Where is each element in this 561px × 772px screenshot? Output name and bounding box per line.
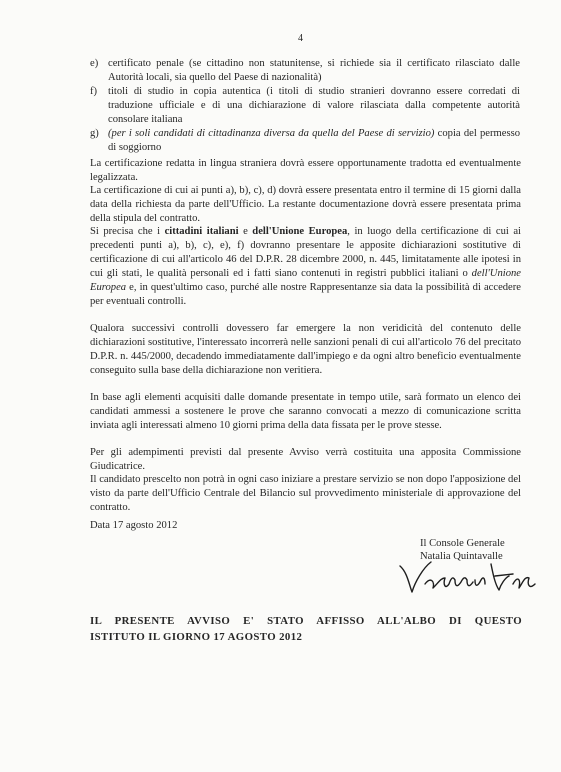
notice-line-2: ISTITUTO IL GIORNO 17 AGOSTO 2012 (90, 631, 303, 643)
list-item-label: g) (90, 128, 99, 139)
paragraph-text: La certificazione di cui ai punti a), b), c), d) dovrà essere presentata entro il termine di 15 giorni dalla data della richiesta da parte dell'Ufficio. La restante documentazione dovrà essere presentata prima della stipula del contratto. (90, 185, 521, 224)
list-item-text (108, 127, 520, 155)
paragraph-deadline (90, 184, 521, 226)
paragraph-service-start (90, 473, 521, 515)
list-item-text: certificato penale (se cittadino non statunitense, si richiede sia il certificato rilasciato dalle Autorità locali, sia quello del Paese di nazionalità) (108, 58, 520, 83)
list-item-f (90, 85, 520, 127)
list-item-label: e) (90, 58, 99, 69)
paragraph-candidates-list (90, 391, 521, 433)
date-line: Data 17 agosto 2012 (90, 520, 178, 531)
paragraph-text: La certificazione redatta in lingua straniera dovrà essere opportunamente tradotta ed eventualmente legalizzata. (90, 158, 521, 183)
list-item-text: titoli di studio in copia autentica (i titoli di studio stranieri dovranno essere corredati di traduzione ufficiale e di una dichiarazione di valore rilasciata dalla competente autorità consolare italiana (108, 86, 520, 125)
posting-notice (90, 613, 522, 645)
handwritten-signature (395, 554, 545, 598)
list-item-italic-text: (per i soli candidati di cittadinanza diversa da quella del Paese di servizio) (108, 128, 435, 139)
paragraph-text: Il candidato prescelto non potrà in ogni caso iniziare a prestare servizio se non dopo l'apposizione del visto da parte dell'Ufficio Centrale del Bilancio sul provvedimento ministeriale di approvazione del contratto. (90, 474, 521, 513)
paragraph-commission (90, 446, 521, 474)
list-item-e (90, 57, 520, 85)
page-number: 4 (298, 33, 303, 44)
list-item-label: f) (90, 86, 98, 97)
paragraph-controls (90, 322, 521, 378)
signatory-name: Natalia Quintavalle (420, 551, 503, 562)
text-span: e, in quest'ultimo caso, purché alle nostre Rappresentanze sia data la possibilità di accedere per eventuali controlli. (90, 282, 521, 307)
requirements-list (90, 57, 520, 155)
text-span: , in luogo della certificazione di cui ai precedenti punti a), b), c), e), f) dovranno presentare le apposite dichiarazioni sostitutive di certificazione di cui all'articolo 46 del D.P.R. 28 dicembre 2000, n. 445, limitatamente alle ipotesi in cui gli stati, le qualità personali ed i fatti siano contenuti in registri pubblici italiani o (90, 226, 521, 279)
paragraph-eu-citizens (90, 225, 521, 309)
italic-text: dell'Unione Europea (90, 268, 521, 293)
text-span: e (238, 226, 253, 237)
paragraph-translation (90, 157, 521, 185)
paragraph-text: Per gli adempimenti previsti dal presente Avviso verrà costituita una apposita Commissione Giudicatrice. (90, 447, 521, 472)
signatory-title: Il Console Generale (420, 538, 505, 549)
paragraph-text: Qualora successivi controlli dovessero far emergere la non veridicità del contenuto delle dichiarazioni sostitutive, l'interessato incorrerà nelle sanzioni penali di cui all'articolo 76 del precitato D.P.R. n. 445/2000, decadendo immediatamente dall'impiego e da ogni altro beneficio eventualmente conseguito sulla base della dichiarazione non veritiera. (90, 323, 521, 376)
bold-text: dell'Unione Europea (252, 226, 348, 237)
notice-line-1: IL PRESENTE AVVISO E' STATO AFFISSO ALL'ALBO DI QUESTO (90, 615, 522, 627)
paragraph-text (90, 225, 521, 309)
text-span: Si precisa che i (90, 226, 165, 237)
list-item-rest-text: copia del permesso di soggiorno (108, 128, 520, 153)
paragraph-text: In base agli elementi acquisiti dalle domande presentate in tempo utile, sarà formato un elenco dei candidati ammessi a sostenere le prove che saranno convocati a mezzo di comunicazione scritta inviata agli interessati almeno 10 giorni prima della data fissata per le prove stesse. (90, 392, 521, 431)
list-item-g (90, 127, 520, 155)
bold-text: cittadini italiani (164, 226, 239, 237)
